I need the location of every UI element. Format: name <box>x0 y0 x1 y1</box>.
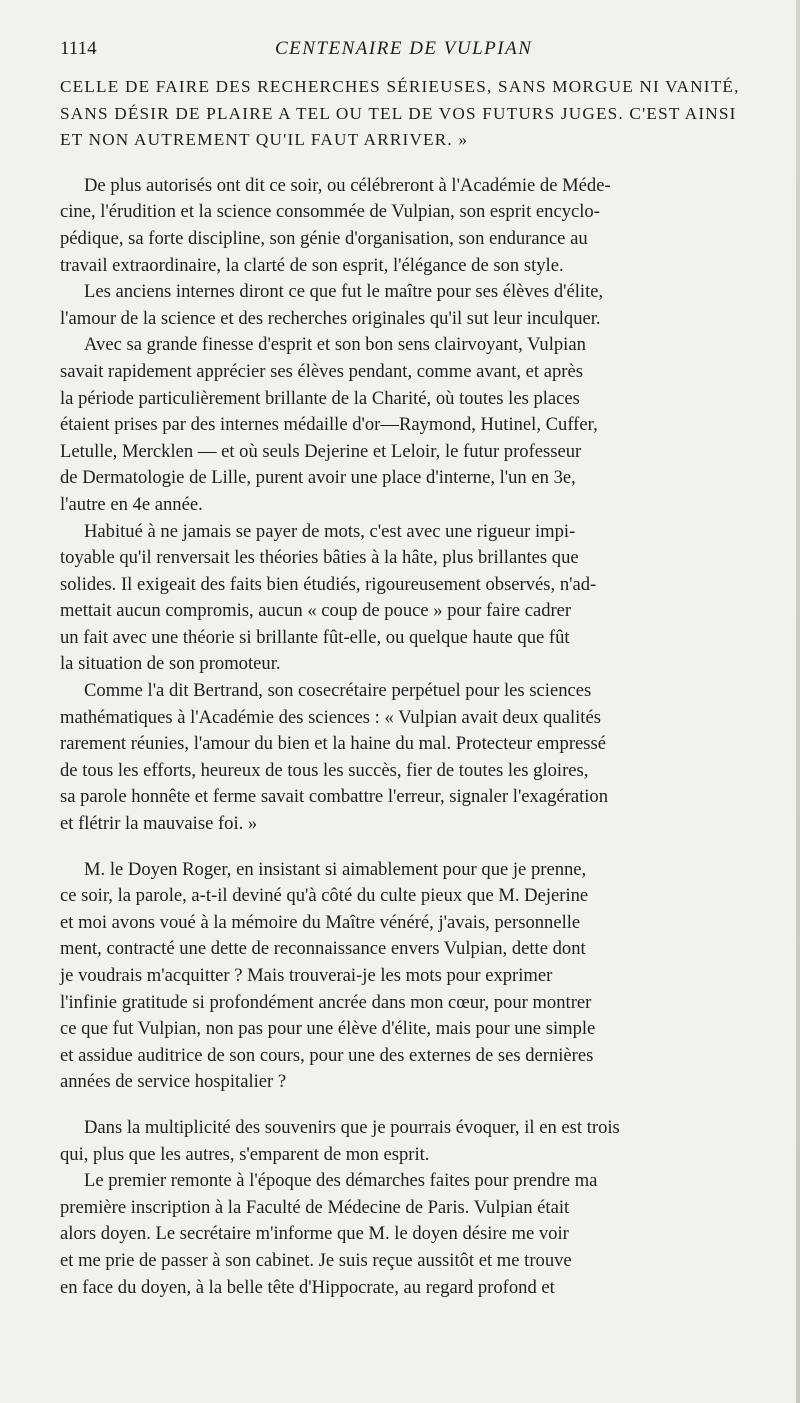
text-line: sa parole honnête et ferme savait combattre l'erreur, signaler l'exagération <box>60 786 609 808</box>
text-line: Letulle, Mercklen — et où seuls Dejerine et Leloir, le futur professeur <box>60 440 582 462</box>
text-line: et moi avons voué à la mémoire du Maître vénéré, j'avais, personnelle <box>60 911 581 933</box>
text-line: M. le Doyen Roger, en insistant si aimablement pour que je prenne, <box>84 858 587 880</box>
text-line: ment, contracté une dette de reconnaissance envers Vulpian, dette dont <box>60 938 586 960</box>
text-line: rarement réunies, l'amour du bien et la haine du mal. Protecteur empressé <box>60 733 606 755</box>
text-line: Les anciens internes diront ce que fut le maître pour ses élèves d'élite, <box>84 281 604 303</box>
text-line: toyable qu'il renversait les théories bâties à la hâte, plus brillantes que <box>60 547 579 569</box>
text-line: mathématiques à l'Académie des sciences : « Vulpian avait deux qualités <box>60 706 601 728</box>
paragraph-internes <box>60 279 782 332</box>
text-line: l'autre en 4e année. <box>60 493 203 515</box>
text-line: l'infinie gratitude si profondément ancrée dans mon cœur, pour montrer <box>60 991 592 1013</box>
text-line: l'amour de la science et des recherches originales qu'il sut leur inculquer. <box>60 307 601 329</box>
paragraph-erudition <box>60 173 782 279</box>
text-line: ce que fut Vulpian, non pas pour une élève d'élite, mais pour une simple <box>60 1018 596 1040</box>
text-line: étaient prises par des internes médaille d'or—Raymond, Hutinel, Cuffer, <box>60 414 598 436</box>
text-line: Habitué à ne jamais se payer de mots, c'est avec une rigueur impi- <box>84 520 576 542</box>
text-line: De plus autorisés ont dit ce soir, ou célébreront à l'Académie de Méde- <box>84 174 611 196</box>
scan-edge-shadow <box>796 0 800 1403</box>
text-line: alors doyen. Le secrétaire m'informe que M. le doyen désire me voir <box>60 1223 569 1245</box>
quote-line: SANS DÉSIR DE PLAIRE A TEL OU TEL DE VOS FUTURS JUGES. C'EST AINSI <box>60 103 737 123</box>
text-line: de tous les efforts, heureux de tous les succès, fier de toutes les gloires, <box>60 759 589 781</box>
text-line: Avec sa grande finesse d'esprit et son bon sens clairvoyant, Vulpian <box>84 334 586 356</box>
text-line: en face du doyen, à la belle tête d'Hippocrate, au regard profond et <box>60 1276 555 1298</box>
quote-line: ET NON AUTREMENT QU'IL FAUT ARRIVER. » <box>60 130 469 150</box>
paragraph-charite <box>60 332 782 518</box>
text-line: Le premier remonte à l'époque des démarches faites pour prendre ma <box>84 1170 598 1192</box>
text-line: ce soir, la parole, a-t-il deviné qu'à côté du culte pieux que M. Dejerine <box>60 885 589 907</box>
paragraph-doyen-roger <box>60 857 782 1096</box>
paragraph-rigueur <box>60 519 782 679</box>
paragraph-premier-souvenir <box>60 1168 782 1301</box>
text-line: la situation de son promoteur. <box>60 653 281 675</box>
running-title: CENTENAIRE DE VULPIAN <box>275 38 533 59</box>
quote-ending <box>60 74 782 154</box>
text-line: première inscription à la Faculté de Médecine de Paris. Vulpian était <box>60 1196 570 1218</box>
paragraph-bertrand <box>60 678 782 838</box>
text-line: et me prie de passer à son cabinet. Je suis reçue aussitôt et me trouve <box>60 1249 572 1271</box>
text-line: Dans la multiplicité des souvenirs que je pourrais évoquer, il en est trois <box>84 1116 620 1138</box>
text-line: cine, l'érudition et la science consommée de Vulpian, son esprit encyclo- <box>60 201 600 223</box>
text-line: solides. Il exigeait des faits bien étudiés, rigoureusement observés, n'ad- <box>60 573 597 595</box>
page-number: 1114 <box>60 38 97 59</box>
text-line: et flétrir la mauvaise foi. » <box>60 813 258 835</box>
text-line: travail extraordinaire, la clarté de son esprit, l'élégance de son style. <box>60 254 564 276</box>
page-header <box>60 38 782 74</box>
quote-line: CELLE DE FAIRE DES RECHERCHES SÉRIEUSES, SANS MORGUE NI VANITÉ, <box>60 77 740 96</box>
text-line: et assidue auditrice de son cours, pour une des externes de ses dernières <box>60 1044 594 1066</box>
text-line: Comme l'a dit Bertrand, son cosecrétaire perpétuel pour les sciences <box>84 680 592 702</box>
text-line: qui, plus que les autres, s'emparent de mon esprit. <box>60 1143 430 1165</box>
text-line: années de service hospitalier ? <box>60 1071 287 1093</box>
page <box>60 38 782 1301</box>
text-line: savait rapidement apprécier ses élèves pendant, comme avant, et après <box>60 360 583 382</box>
text-line: pédique, sa forte discipline, son génie d'organisation, son endurance au <box>60 227 588 249</box>
text-line: un fait avec une théorie si brillante fût-elle, ou quelque haute que fût <box>60 626 570 648</box>
text-line: mettait aucun compromis, aucun « coup de pouce » pour faire cadrer <box>60 600 572 622</box>
text-line: de Dermatologie de Lille, purent avoir une place d'interne, l'un en 3e, <box>60 467 576 489</box>
text-line: la période particulièrement brillante de la Charité, où toutes les places <box>60 387 580 409</box>
paragraph-souvenirs <box>60 1115 782 1168</box>
text-line: je voudrais m'acquitter ? Mais trouverai-je les mots pour exprimer <box>60 965 553 986</box>
